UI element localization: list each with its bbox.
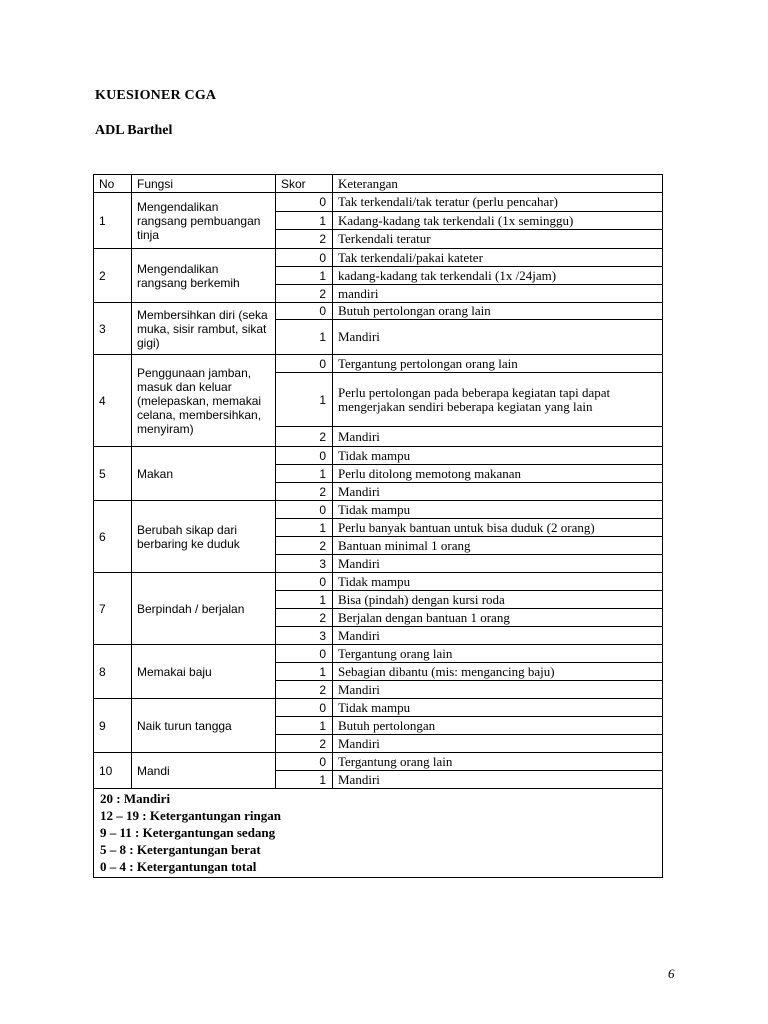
table-row — [94, 303, 663, 320]
option-description: Tidak mampu — [333, 699, 663, 717]
item-number: 8 — [94, 645, 132, 699]
table-row — [94, 355, 663, 373]
adl-barthel-table — [93, 174, 663, 878]
option-score: 1 — [276, 663, 333, 681]
option-description: Tidak mampu — [333, 573, 663, 591]
option-score: 0 — [276, 355, 333, 373]
item-function: Penggunaan jamban, masuk dan keluar (melepaskan, memakai celana, membersihkan, menyiram) — [132, 355, 276, 447]
option-score: 2 — [276, 537, 333, 555]
option-description: Mandiri — [333, 427, 663, 447]
option-score: 2 — [276, 483, 333, 501]
item-number: 10 — [94, 753, 132, 789]
option-description: Mandiri — [333, 681, 663, 699]
table-row — [94, 699, 663, 717]
option-description: Tergantung orang lain — [333, 753, 663, 771]
item-function: Membersihkan diri (seka muka, sisir rambut, sikat gigi) — [132, 303, 276, 355]
item-function: Mengendalikan rangsang berkemih — [132, 249, 276, 303]
option-description: Kadang-kadang tak terkendali (1x seminggu) — [333, 212, 663, 230]
document-title: KUESIONER CGA — [95, 88, 217, 103]
score-interpretation — [94, 789, 663, 878]
option-description: Tidak mampu — [333, 447, 663, 465]
item-number: 4 — [94, 355, 132, 447]
item-function: Berpindah / berjalan — [132, 573, 276, 645]
option-description: Perlu ditolong memotong makanan — [333, 465, 663, 483]
item-function: Memakai baju — [132, 645, 276, 699]
table-row — [94, 193, 663, 212]
option-score: 1 — [276, 465, 333, 483]
option-description: Tergantung pertolongan orang lain — [333, 355, 663, 373]
option-score: 3 — [276, 627, 333, 645]
table-row — [94, 249, 663, 267]
option-score: 0 — [276, 699, 333, 717]
option-score: 0 — [276, 645, 333, 663]
option-description: Bantuan minimal 1 orang — [333, 537, 663, 555]
item-number: 6 — [94, 501, 132, 573]
page-number: 6 — [668, 966, 675, 981]
table-header-row — [94, 175, 663, 193]
option-score: 2 — [276, 735, 333, 753]
option-score: 2 — [276, 609, 333, 627]
column-header-no: No — [94, 175, 132, 193]
option-description: Sebagian dibantu (mis: mengancing baju) — [333, 663, 663, 681]
item-function: Berubah sikap dari berbaring ke duduk — [132, 501, 276, 573]
table-row — [94, 573, 663, 591]
option-score: 2 — [276, 681, 333, 699]
option-score: 0 — [276, 193, 333, 212]
option-score: 2 — [276, 427, 333, 447]
summary-line: 20 : Mandiri — [100, 791, 171, 806]
option-description: Butuh pertolongan orang lain — [333, 303, 663, 320]
item-number: 3 — [94, 303, 132, 355]
summary-line: 0 – 4 : Ketergantungan total — [100, 859, 257, 874]
option-score: 0 — [276, 573, 333, 591]
option-description: Terkendali teratur — [333, 230, 663, 249]
table-row — [94, 753, 663, 771]
option-score: 0 — [276, 249, 333, 267]
option-description: Mandiri — [333, 771, 663, 789]
option-description: kadang-kadang tak terkendali (1x /24jam) — [333, 267, 663, 285]
column-header-skor: Skor — [276, 175, 333, 193]
option-score: 3 — [276, 555, 333, 573]
option-description: Butuh pertolongan — [333, 717, 663, 735]
option-description: Perlu pertolongan pada beberapa kegiatan tapi dapat mengerjakan sendiri beberapa kegiatan yang lain — [333, 373, 663, 427]
item-number: 2 — [94, 249, 132, 303]
option-score: 0 — [276, 753, 333, 771]
option-score: 1 — [276, 373, 333, 427]
option-description: mandiri — [333, 285, 663, 303]
item-function: Makan — [132, 447, 276, 501]
option-score: 1 — [276, 771, 333, 789]
option-description: Mandiri — [333, 555, 663, 573]
option-score: 2 — [276, 285, 333, 303]
item-number: 5 — [94, 447, 132, 501]
option-score: 2 — [276, 230, 333, 249]
option-description: Mandiri — [333, 320, 663, 355]
table-row — [94, 645, 663, 663]
option-description: Tergantung orang lain — [333, 645, 663, 663]
option-score: 0 — [276, 303, 333, 320]
table-row — [94, 501, 663, 519]
column-header-keterangan: Keterangan — [333, 175, 663, 193]
option-description: Bisa (pindah) dengan kursi roda — [333, 591, 663, 609]
option-description: Perlu banyak bantuan untuk bisa duduk (2 orang) — [333, 519, 663, 537]
item-function: Naik turun tangga — [132, 699, 276, 753]
option-score: 0 — [276, 447, 333, 465]
item-number: 7 — [94, 573, 132, 645]
summary-row — [94, 789, 663, 878]
option-description: Mandiri — [333, 483, 663, 501]
table-row — [94, 447, 663, 465]
item-function: Mandi — [132, 753, 276, 789]
option-description: Tidak mampu — [333, 501, 663, 519]
summary-line: 5 – 8 : Ketergantungan berat — [100, 842, 261, 857]
option-description: Berjalan dengan bantuan 1 orang — [333, 609, 663, 627]
option-description: Mandiri — [333, 735, 663, 753]
summary-line: 9 – 11 : Ketergantungan sedang — [100, 825, 276, 840]
summary-line: 12 – 19 : Ketergantungan ringan — [100, 808, 281, 823]
option-score: 1 — [276, 591, 333, 609]
option-score: 0 — [276, 501, 333, 519]
option-description: Mandiri — [333, 627, 663, 645]
option-description: Tak terkendali/pakai kateter — [333, 249, 663, 267]
section-title: ADL Barthel — [95, 123, 173, 138]
option-description: Tak terkendali/tak teratur (perlu pencahar) — [333, 193, 663, 212]
item-number: 9 — [94, 699, 132, 753]
option-score: 1 — [276, 519, 333, 537]
option-score: 1 — [276, 267, 333, 285]
option-score: 1 — [276, 212, 333, 230]
item-number: 1 — [94, 193, 132, 249]
column-header-fungsi: Fungsi — [132, 175, 276, 193]
option-score: 1 — [276, 717, 333, 735]
item-function: Mengendalikan rangsang pembuangan tinja — [132, 193, 276, 249]
option-score: 1 — [276, 320, 333, 355]
